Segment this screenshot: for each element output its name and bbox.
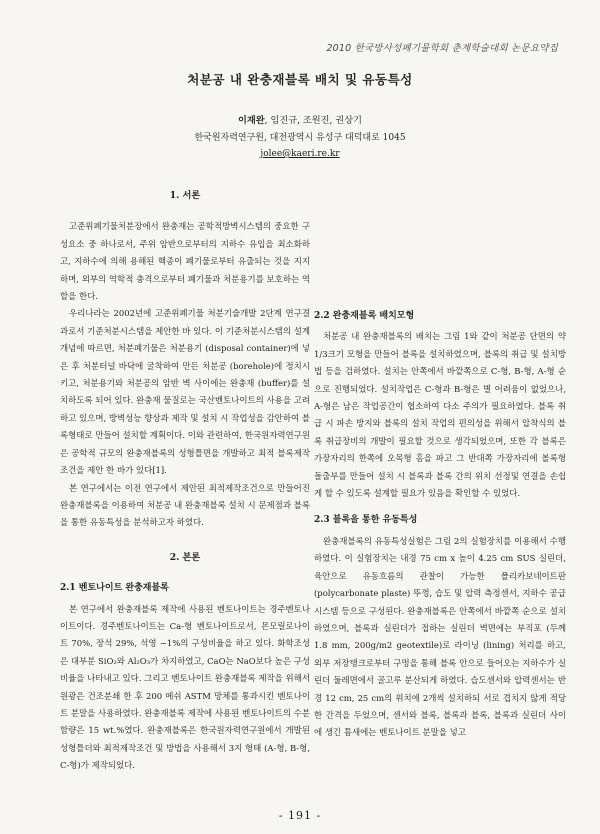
- intro-paragraph-2: 우리나라는 2002년에 고준위폐기물 처분기술개발 2단계 연구결과로서 기준처분시스템을 제안한 바 있다. 이 기준처분시스템의 설계개념에 따르면, 처분폐기물은 처분용기 (disposal container)에 넣은 후 처분터널 바닥에 굴착하여 만든 처분공 (borehole)에 정치시키고, 처분용기와 처분공의 암반 벽 사이에는 완충재 (buffer)를 설치하도록 되어 있다. 완충재 물질로는 국산벤토나이트의 사용을 고려하고 있으며, 방벽성능 향상과 제작 및 설치 시 작업성을 감안하여 블록형태로 만들어 설치할 계획이다. 이와 관련하여, 한국원자력연구원은 공학적 규모의 완충재블록의 성형틀면을 개발하고 최적 블록제작조건을 제안 한 바가 있다[1].: [60, 308, 310, 476]
- subsection-2-1-paragraph: 본 연구에서 완충재블록 제작에 사용된 벤토나이트는 경주벤토나이트이다. 경주벤토나이트는 Ca-형 벤토나이트로서, 몬모릴로나이트 70%, 장석 29%, 석영 ~1%의 구성비율을 하고 있다. 화학조성은 대부분 SiO₂와 Al₂O₃가 차지하였고, CaO는 NaO보다 높은 구성비율을 나타내고 있다. 그리고 벤토나이트 완충재블록 제작을 위해서 원광은 건조분쇄 한 후 200 메쉬 ASTM 망체를 통과시킨 벤토나이트 분말을 사용하였다. 완충재블록 제작에 사용된 벤토나이트의 수분함량은 15 wt.%였다. 완충재블록은 한국원자력연구원에서 개발된 성형틀더와 최적제작조건 및 방법을 사용해서 3지 형태 (A-형, B-형, C-형)가 제작되었다.: [60, 603, 310, 771]
- left-column: [60, 180, 310, 775]
- page-number: - 191 -: [278, 809, 322, 822]
- co-authors: , 임진규, 조원진, 권상기: [264, 115, 363, 126]
- author-email-link[interactable]: jolee@kaeri.re.kr: [260, 149, 340, 159]
- subsection-heading-2-3: 2.3 블록을 통한 유동특성: [314, 515, 418, 526]
- intro-paragraph-1: 고준위폐기물처분장에서 완충재는 공학적방벽시스템의 중요한 구성요소 중 하나로서, 주위 암반으로부터의 지하수 유입을 최소화하고, 지하수에 의해 용해된 핵종이 폐기물로부터 유출되는 것을 지지하며, 외부의 역학적 충격으로부터 폐기물과 처분용기를 보호하는 역할을 한다.: [60, 221, 310, 302]
- email-line: [0, 149, 600, 159]
- lead-author: 이재완: [237, 115, 265, 126]
- section-heading-body: 2. 본론: [169, 551, 201, 563]
- right-column: [314, 180, 566, 742]
- author-line: [0, 112, 600, 126]
- affiliation: 한국원자력연구원, 대전광역시 유성구 대덕대로 1045: [194, 133, 406, 143]
- section-heading-introduction: 1. 서론: [169, 190, 201, 201]
- subsection-2-3-paragraph: 완충재블록의 유동특성실험은 그림 2의 실험장치를 이용해서 수행하였다. 이 실험장치는 내경 75 cm x 높이 4.25 cm SUS 실린더, 육안으로 유동흐름의 관찰이 가능한 폴리카보네이트판 (polycarbonate plaste) 뚜껑, 습도 및 압력 측정센서, 지하수 공급시스템 등으로 구성된다. 완충재블록은 안쪽에서 바깥쪽 순으로 설치하였으며, 블록과 실린더가 접하는 실린더 벽면에는 부직포 (두께 1.8 mm, 200g/m2 geotextile)로 라이닝 (lining) 처리를 하고, 외부 저장탱크로부터 구멍을 통해 블록 안으로 들어오는 지하수가 실린더 둘레면에서 골고루 분산되게 하였다. 습도센서와 압력센서는 반경 12 cm, 25 cm의 위치에 2개씩 설치하되 서로 겹치지 않게 적당한 간격을 두었으며, 센서와 블록, 블록과 블록, 블록과 실린더 사이에 생긴 틈새에는 벤토나이트 분말을 넣고: [314, 535, 566, 738]
- paper-title: 처분공 내 완충재블록 배치 및 유동특성: [187, 72, 413, 87]
- subsection-heading-2-2: 2.2 완충재블록 배치모형: [314, 311, 415, 321]
- subsection-2-2-paragraph: 처분공 내 완충재블록의 배치는 그림 1와 같이 처분공 단면의 약 1/3크기 모형을 만들어 블록을 설치하였으며, 블록의 취급 및 설치방법 등을 검하였다. 설치는 안쪽에서 바깥쪽으로 C-형, B-형, A-형 순으로 진행되었다. 설치작업은 C-형과 B-형은 별 어려움이 없었으나, A-형은 남은 작업공간이 협소하여 다소 주의가 필요하였다. 블록 취급 시 파손 방지와 블록의 설치 작업의 편의성을 위해서 압착식의 블록 취급장비의 개발이 필요할 것으로 생각되었으며, 또한 각 블록은 가장자리의 한쪽에 오목형 홈을 파고 그 반대쪽 가장자리에 볼록형 돌출부를 만들어 설치 시 블록과 블록 간의 위치 선정및 연결을 손쉽게 할 수 있도록 설계할 필요가 있음을 확인할 수 있었다.: [314, 331, 566, 499]
- subsection-heading-2-1: 2.1 벤토나이트 완충재블록: [60, 583, 169, 594]
- intro-paragraph-3: 본 연구에서는 이전 연구에서 제안된 최적제작조건으로 만들어진 완충재블록을 이용하여 처분공 내 완충재블록 설치 시 문제점과 블록을 통한 유동특성을 분석하고자 하였다.: [60, 482, 310, 528]
- proceedings-header: 2010 한국방사성폐기물학회 춘계학술대회 논문요약집: [326, 43, 558, 54]
